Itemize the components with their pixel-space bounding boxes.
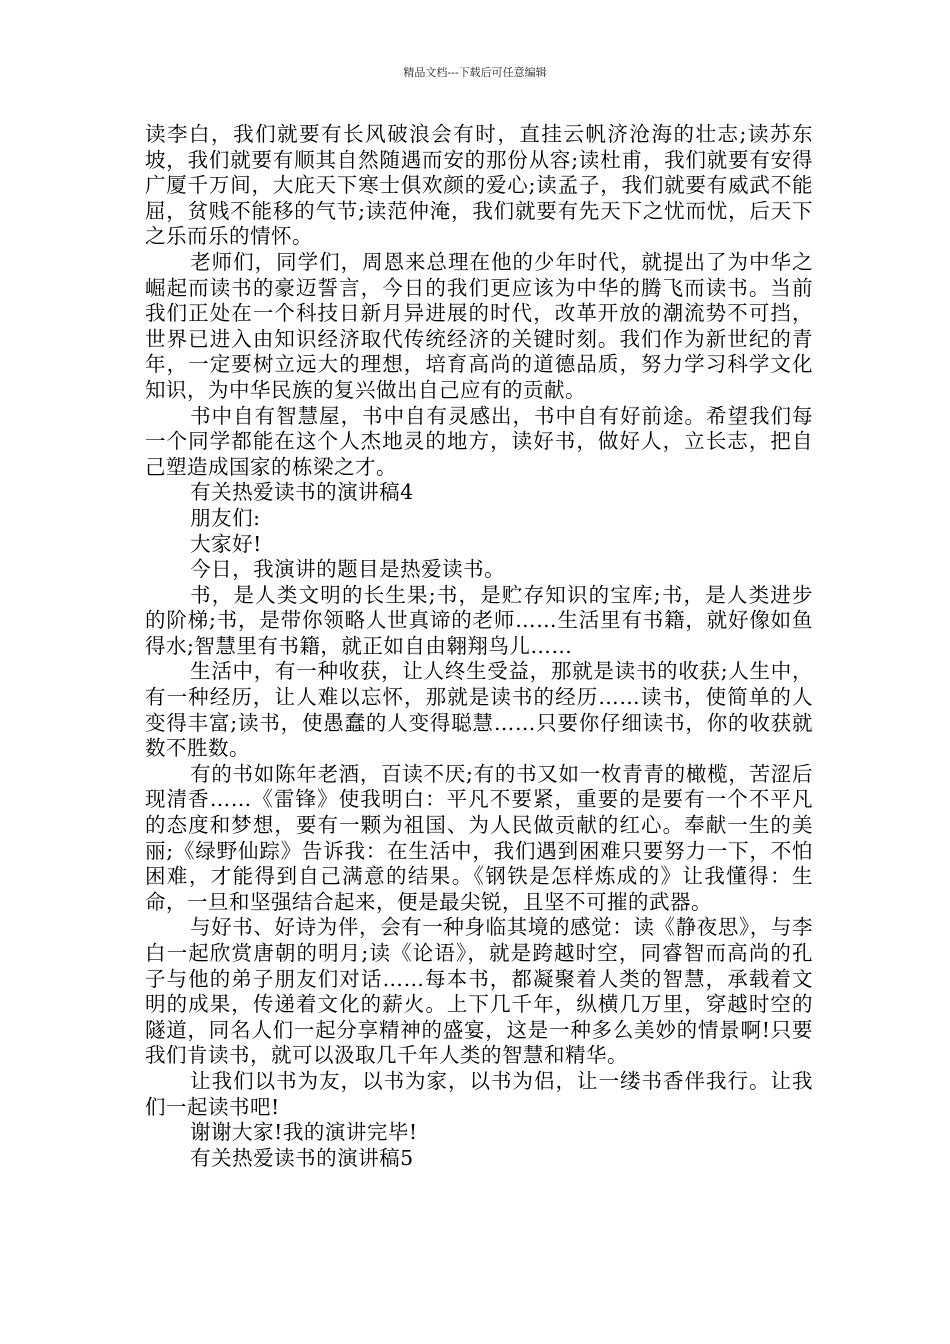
paragraph: 书中自有智慧屋，书中自有灵感出，书中自有好前途。希望我们每一个同学都能在这个人杰地灵的地方，读好书，做好人，立长志，把自己塑造成国家的栋梁之才。 [145,403,813,479]
greeting: 大家好! [190,531,262,556]
paragraph: 今日，我演讲的题目是热爱读书。 [190,557,506,582]
paragraph: 读李白，我们就要有长风破浪会有时，直挂云帆济沧海的壮志;读苏东坡，我们就要有顺其自然随遇而安的那份从容;读杜甫，我们就要有安得广厦千万间，大庇天下寒士俱欢颜的爱心;读孟子，我们就要有威武不能屈，贫贱不能移的气节;读范仲淹，我们就要有先天下之忧而忧，后天下之乐而乐的情怀。 [145,122,813,249]
paragraph: 让我们以书为友，以书为家，以书为侣，让一缕书香伴我行。让我们一起读书吧! [145,1068,813,1119]
paragraph: 老师们，同学们，周恩来总理在他的少年时代，就提出了为中华之崛起而读书的豪迈誓言，今日的我们更应该为中华的腾飞而读书。当前我们正处在一个科技日新月异进展的时代，改革开放的潮流势不可挡，世界已进入由知识经济取代传统经济的关键时刻。我们作为新世纪的青年，一定要树立远大的理想，培育高尚的道德品质，努力学习科学文化知识，为中华民族的复兴做出自己应有的贡献。 [145,249,813,402]
closing: 谢谢大家!我的演讲完毕! [190,1120,418,1145]
section-title: 有关热爱读书的演讲稿5 [190,1145,414,1170]
salutation: 朋友们: [190,505,261,530]
paragraph: 有的书如陈年老酒，百读不厌;有的书又如一枚青青的橄榄，苦涩后现清香……《雷锋》使我明白：平凡不要紧，重要的是要有一个不平凡的态度和梦想，要有一颗为祖国、为人民做贡献的红心。奉献一生的美丽;《绿野仙踪》告诉我：在生活中，我们遇到困难只要努力一下，不怕困难，才能得到自己满意的结果。《钢铁是怎样炼成的》让我懂得：生命，一旦和坚强结合起来，便是最尖锐，且坚不可摧的武器。 [145,761,813,914]
document-body [145,122,813,1171]
paragraph: 生活中，有一种收获，让人终生受益，那就是读书的收获;人生中，有一种经历，让人难以忘怀，那就是读书的经历……读书，使简单的人变得丰富;读书，使愚蠢的人变得聪慧……只要你仔细读书，你的收获就数不胜数。 [145,659,813,761]
section-title: 有关热爱读书的演讲稿4 [190,480,414,505]
page-header: 精品文档---下载后可任意编辑 [403,66,547,79]
paragraph: 与好书、好诗为伴，会有一种身临其境的感觉：读《静夜思》，与李白一起欣赏唐朝的明月;读《论语》，就是跨越时空，同睿智而高尚的孔子与他的弟子朋友们对话……每本书，都凝聚着人类的智慧，承载着文明的成果，传递着文化的薪火。上下几千年，纵横几万里，穿越时空的隧道，同名人们一起分享精神的盛宴，这是一种多么美妙的情景啊!只要我们肯读书，就可以汲取几千年人类的智慧和精华。 [145,915,813,1068]
paragraph: 书，是人类文明的长生果;书，是贮存知识的宝库;书，是人类进步的阶梯;书，是带你领略人世真谛的老师……生活里有书籍，就好像如鱼得水;智慧里有书籍，就正如自由翱翔鸟儿…… [145,582,813,658]
